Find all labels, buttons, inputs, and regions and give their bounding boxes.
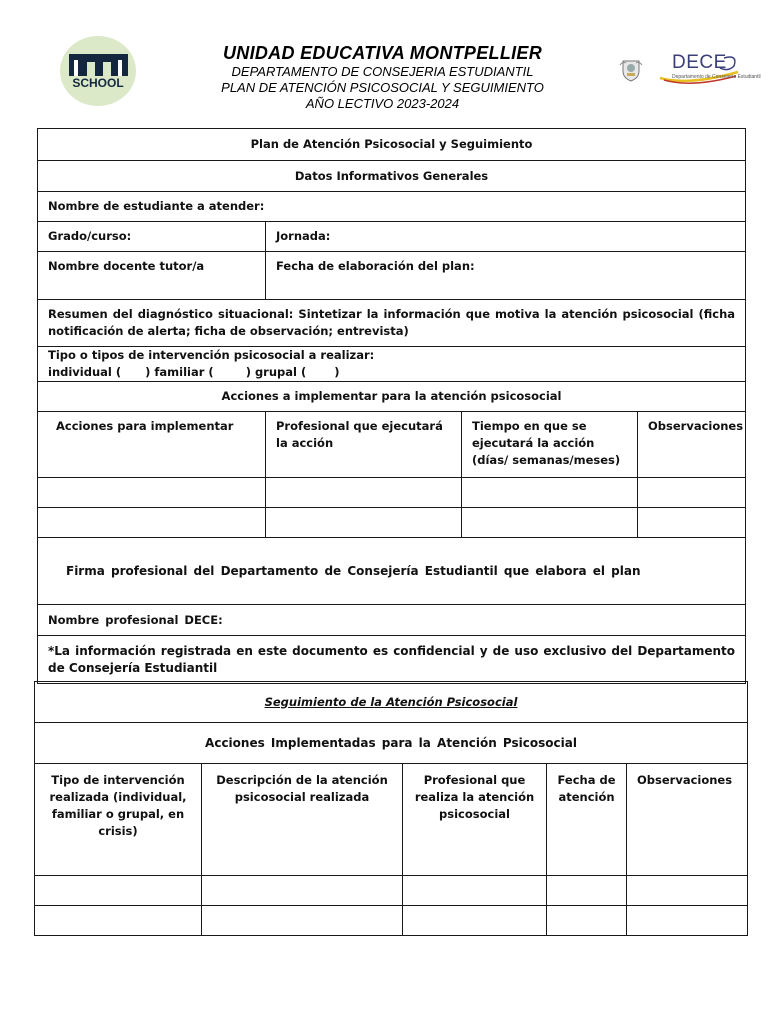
- table-cell[interactable]: [547, 906, 627, 936]
- followup-title-text: Seguimiento de la Atención Psicosocial: [264, 694, 518, 709]
- table-cell[interactable]: [35, 876, 202, 906]
- signature-field[interactable]: Firma profesional del Departamento de Consejería Estudiantil que elabora el plan: [38, 538, 746, 605]
- col-time-header: Tiempo en que se ejecutará la acción (días/ semanas/meses): [462, 412, 638, 478]
- plan-table-title: Plan de Atención Psicosocial y Seguimiento: [38, 129, 746, 161]
- col-description-header: Descripción de la atención psicosocial realizada: [202, 764, 403, 876]
- table-cell[interactable]: [638, 478, 746, 508]
- col-date-header: Fecha de atención: [547, 764, 627, 876]
- table-cell[interactable]: [38, 478, 266, 508]
- confidential-note: *La información registrada en este documento es confidencial y de uso exclusivo del Departamento de Consejería Estudiantil: [38, 636, 746, 684]
- table-row: [38, 478, 746, 508]
- table-cell[interactable]: [462, 478, 638, 508]
- plan-name: PLAN DE ATENCIÓN PSICOSOCIAL Y SEGUIMIENTO: [221, 80, 544, 95]
- table-cell[interactable]: [462, 508, 638, 538]
- school-name: UNIDAD EDUCATIVA MONTPELLIER: [222, 43, 543, 63]
- col-observations-header: Observaciones: [627, 764, 748, 876]
- table-cell[interactable]: [638, 508, 746, 538]
- col-professional-header: Profesional que ejecutará la acción: [266, 412, 462, 478]
- grade-field[interactable]: Grado/curso:: [38, 222, 266, 252]
- actions-title: Acciones a implementar para la atención psicosocial: [38, 382, 746, 412]
- plan-table: [37, 128, 746, 684]
- followup-subtitle: Acciones Implementadas para la Atención Psicosocial: [35, 723, 748, 764]
- table-cell[interactable]: [38, 508, 266, 538]
- department-name: DEPARTAMENTO DE CONSEJERIA ESTUDIANTIL: [231, 64, 534, 79]
- table-cell[interactable]: [547, 876, 627, 906]
- tutor-field[interactable]: Nombre docente tutor/a: [38, 252, 266, 300]
- school-logo-icon: [60, 36, 136, 106]
- table-cell[interactable]: [403, 876, 547, 906]
- table-cell[interactable]: [35, 906, 202, 936]
- diagnosis-summary[interactable]: Resumen del diagnóstico situacional: Sintetizar la información que motiva la atención psicosocial (ficha notificación de alerta; ficha de observación; entrevista): [38, 300, 746, 347]
- table-cell[interactable]: [403, 906, 547, 936]
- table-cell[interactable]: [627, 906, 748, 936]
- table-row: [35, 876, 748, 906]
- table-row: [35, 906, 748, 936]
- dece-logo: [658, 52, 761, 86]
- col-observations-header: Observaciones: [638, 412, 746, 478]
- intervention-type-row[interactable]: [38, 347, 746, 382]
- table-cell[interactable]: [202, 876, 403, 906]
- plan-date-field[interactable]: Fecha de elaboración del plan:: [266, 252, 746, 300]
- table-row: [38, 508, 746, 538]
- followup-title: [35, 682, 748, 723]
- document-header: [150, 42, 615, 112]
- followup-table: [34, 681, 748, 936]
- dece-logo-subtitle: Departamento de Consejería Estudiantil: [672, 74, 761, 80]
- intervention-type-label: Tipo o tipos de intervención psicosocial a realizar:: [48, 348, 375, 362]
- school-logo: [60, 36, 136, 106]
- table-cell[interactable]: [266, 508, 462, 538]
- table-cell[interactable]: [627, 876, 748, 906]
- col-professional-header: Profesional que realiza la atención psicosocial: [403, 764, 547, 876]
- intervention-options[interactable]: individual ( ) familiar ( ) grupal ( ): [48, 365, 340, 379]
- table-cell[interactable]: [266, 478, 462, 508]
- table-cell[interactable]: [202, 906, 403, 936]
- ecuador-shield-icon: [618, 57, 644, 83]
- col-actions-header: Acciones para implementar: [38, 412, 266, 478]
- shift-field[interactable]: Jornada:: [266, 222, 746, 252]
- col-intervention-type-header: Tipo de intervención realizada (individual, familiar o grupal, en crisis): [35, 764, 202, 876]
- student-name-field[interactable]: Nombre de estudiante a atender:: [38, 192, 746, 222]
- school-logo-text: SCHOOL: [72, 76, 124, 90]
- dece-logo-text: DECE: [672, 52, 727, 73]
- dece-name-field[interactable]: Nombre profesional DECE:: [38, 605, 746, 636]
- school-year: AÑO LECTIVO 2023-2024: [305, 96, 460, 111]
- general-data-title: Datos Informativos Generales: [38, 161, 746, 192]
